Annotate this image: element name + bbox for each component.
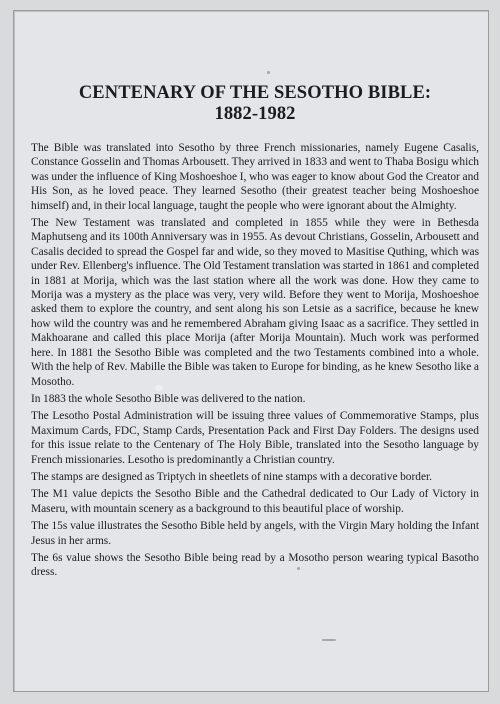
paragraph-postal-administration: The Lesotho Postal Administration will be issuing three values of Commemorative Stamps, plus Maximum Cards, FDC, Stamp Cards, Presentation Pack and First Day Folders. The designs used for this issue relate to the Centenary of The Holy Bible, translated into the Sesotho language by French missionaries. Lesotho is predominantly a Christian country. <box>31 410 479 466</box>
document-body <box>31 83 479 681</box>
print-speck <box>267 71 270 74</box>
paragraph-15s-value: The 15s value illustrates the Sesotho Bible held by angels, with the Virgin Mary holding the Infant Jesus in her arms. <box>31 520 479 547</box>
paragraph-new-testament: The New Testament was translated and completed in 1855 while they were in Bethesda Maphutseng and its 100th Anniversary was in 1955. As devout Christians, Gosselin, Arbousett and Casalis decided to spread the Gospel far and wide, so they moved to Masitise Quthing, which was under Rev. Ellenberg's influence. The Old Testament translation was started in 1861 and completed in 1881 at Morija, which was the last station where all the work was done. How they came to Morija was a mystery as the place was very, very wild. Before they went to Morija, Moshoeshoe asked them to explore the country, and sent along his son Letsie as a sacrifice, because he knew how wild the country was and he remembered Abraham giving Isaac as a sacrifice. They settled in Makhoarane and called this place Morija (after Morija Mountain). Much work was performed here. In 1881 the Sesotho Bible was completed and the two Testaments combined into a whole. With the help of Rev. Mabille the Bible was taken to Europe for binding, as he knew Sesotho like a Mosotho. <box>31 217 480 388</box>
paragraph-translation-history: The Bible was translated into Sesotho by three French missionaries, namely Eugene Casalis, Constance Gosselin and Thomas Arbousett. They arrived in 1833 and went to Thaba Bosigu which was under the influence of King Moshoeshoe I, who was eager to know about God the Creator and His Son, as he loved peace. They learned Sesotho (their greatest teacher being Moshoeshoe himself) and, in their local language, taught the people who were ignorant about the Almighty. <box>31 142 479 212</box>
paragraph-m1-value: The M1 value depicts the Sesotho Bible and the Cathedral dedicated to Our Lady of Victory in Maseru, with mountain scenery as a background to this beautiful place of worship. <box>31 488 479 515</box>
paragraph-delivery: In 1883 the whole Sesotho Bible was delivered to the nation. <box>31 392 306 405</box>
paragraph-stamp-design: The stamps are designed as Triptych in sheetlets of nine stamps with a decorative border. <box>31 470 433 483</box>
document-title: CENTENARY OF THE SESOTHO BIBLE: <box>78 83 432 103</box>
document-years: 1882-1982 <box>214 104 296 124</box>
paragraph-6s-value: The 6s value shows the Sesotho Bible being read by a Mosotho person wearing typical Basotho dress. <box>31 551 479 579</box>
document-sheet <box>13 10 489 692</box>
